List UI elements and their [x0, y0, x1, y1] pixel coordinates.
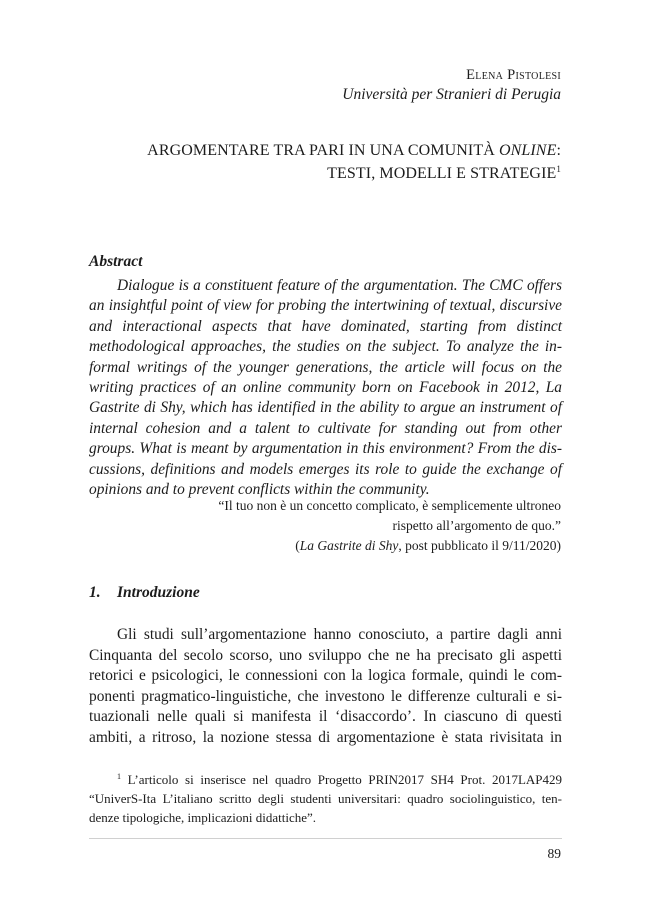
epigraph-line-2: rispetto all’argomento de quo.”: [392, 518, 561, 533]
body-line: Gli studi sull’argomentazione hanno conosciuto, a partire dagli anni: [117, 626, 562, 643]
abstract-line: Gastrite di Shy, which has identified in the ability to argue an instrument of: [89, 399, 562, 417]
title-line-1-prefix: ARGOMENTARE TRA PARI IN UNA COMUNITÀ: [147, 142, 499, 159]
section-number: 1.: [89, 584, 101, 601]
abstract-line: cussions, definitions and models emerges its role to guide the exchange of: [89, 460, 562, 478]
page-divider: [89, 838, 562, 839]
section-title: Introduzione: [117, 584, 200, 601]
body-line: Cinquanta del secolo scorso, uno sviluppo che ne ha precisato gli aspetti: [89, 646, 562, 664]
title-line-2: [91, 160, 561, 183]
title-line-1-italic: ONLINE: [498, 142, 557, 159]
abstract-line: writing practices of an online community born on Facebook in 2012, La: [89, 379, 562, 397]
abstract-line: Dialogue is a constituent feature of the argumentation. The CMC offers: [117, 277, 562, 294]
body-line: retorici e psicologici, le connessioni con la logica formale, quindi le com-: [89, 667, 562, 685]
page-number: 89: [547, 846, 561, 861]
title-line-1: [91, 141, 561, 160]
author-block: [342, 66, 561, 104]
abstract-line: internal cohesion and a talent to cultivate for standing out from other: [89, 419, 562, 437]
body-line: tuazionali nelle quali si manifesta il ‘disaccordo’. In ciascuno di questi: [89, 708, 562, 726]
epigraph-source-rest: , post pubblicato il 9/11/2020): [398, 538, 561, 553]
abstract-line: opinions and to prevent conflicts within the community.: [89, 481, 430, 499]
footnote-line-1-text: L’articolo si inserisce nel quadro Progetto PRIN2017 SH4 Prot. 2017LAP429: [127, 772, 563, 787]
title-footnote-mark: 1: [556, 164, 561, 174]
abstract-line: an insightful point of view for probing the intertwining of textual, discursive: [89, 297, 562, 315]
body-line: ponenti pragmatico-linguistiche, che investono le differenze culturali e si-: [89, 687, 562, 705]
epigraph-line-1: “Il tuo non è un concetto complicato, è semplicemente ultroneo: [218, 498, 561, 513]
abstract-line: formal writings of the younger generations, the article will focus on the: [89, 358, 562, 376]
article-title: [91, 141, 561, 183]
author-name: Elena Pistolesi: [466, 67, 561, 83]
footnote-line: denze tipologiche, implicazioni didattiche”.: [89, 810, 317, 825]
epigraph-source-title: La Gastrite di Shy: [299, 538, 399, 553]
footnote: [89, 767, 562, 827]
footnote-line: “UniverS-Ita L’italiano scritto degli studenti universitari: quadro sociolinguistico, ten-: [89, 791, 562, 806]
section-heading: [89, 584, 200, 602]
epigraph-source: [161, 536, 561, 556]
title-line-1-suffix: :: [556, 142, 561, 159]
abstract-line: groups. What is meant by argumentation in this environment? From the dis-: [89, 440, 562, 458]
body-line: ambiti, a ritroso, la nozione stessa di argomentazione è stata rivisitata in: [89, 728, 562, 746]
title-line-2-text: TESTI, MODELLI E STRATEGIE: [327, 165, 557, 182]
epigraph: [161, 496, 561, 556]
footnote-line: [89, 767, 562, 789]
author-affiliation: Università per Stranieri di Perugia: [342, 86, 561, 103]
abstract-line: methodological approaches, the studies on the subject. To analyze the in-: [89, 338, 562, 356]
epigraph-source-open: (: [295, 538, 300, 553]
section-body: [89, 625, 562, 749]
abstract-line: and interactional aspects that have dominated, starting from distinct: [89, 317, 562, 335]
abstract-heading: Abstract: [89, 253, 143, 270]
footnote-mark: 1: [117, 772, 121, 781]
abstract-text: [89, 276, 562, 500]
